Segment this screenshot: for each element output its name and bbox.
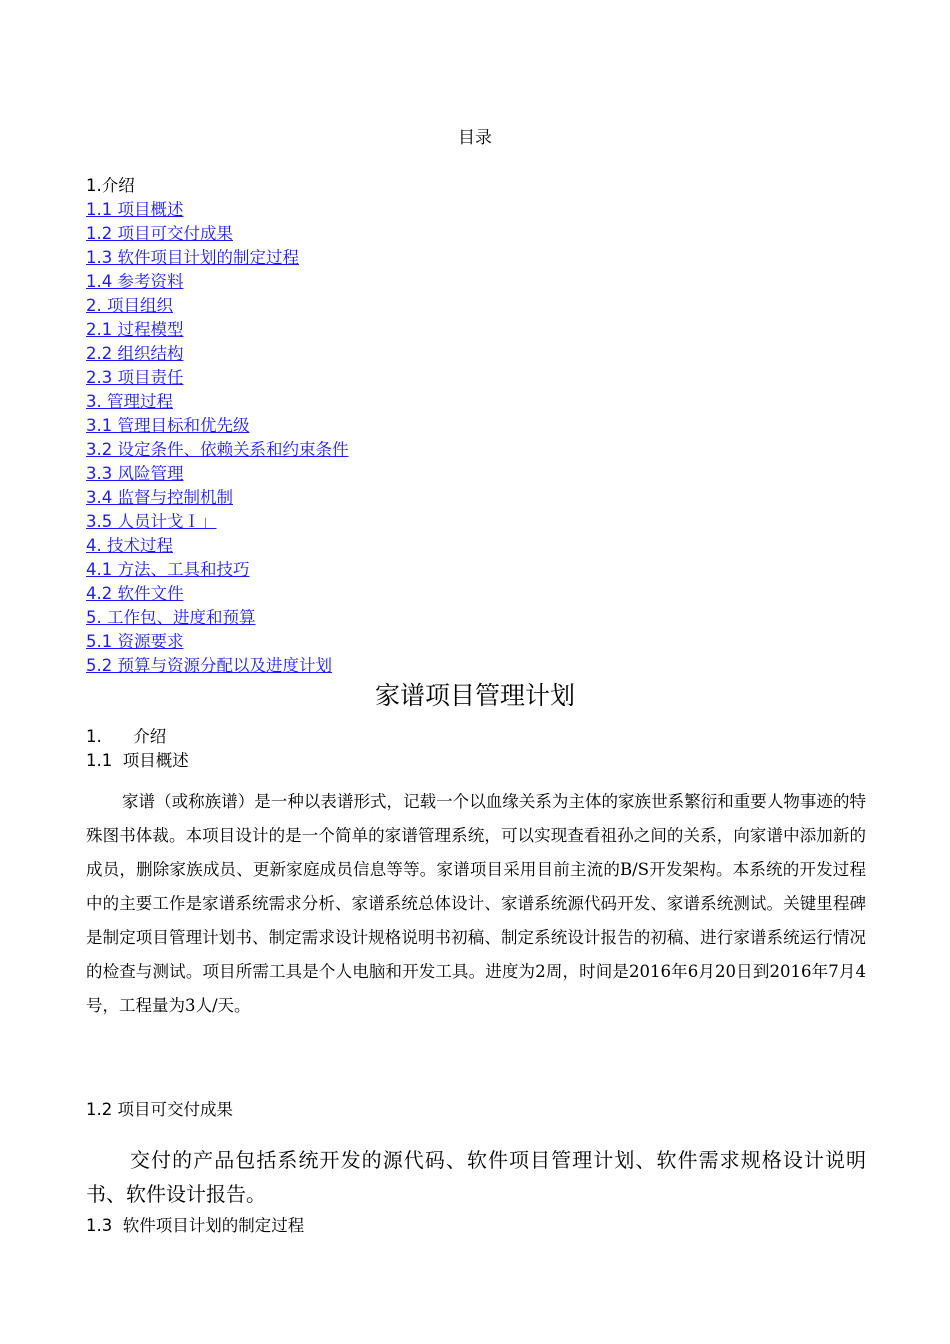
toc-entry[interactable] — [86, 606, 349, 630]
toc-link[interactable]: 4. 技术过程 — [86, 536, 173, 555]
toc-title: 目录 — [458, 128, 492, 148]
toc-link[interactable]: 4.2 软件文件 — [86, 584, 184, 603]
toc-link[interactable]: 1.2 项目可交付成果 — [86, 224, 233, 243]
toc-link[interactable]: 3.3 风险管理 — [86, 464, 184, 483]
toc-link[interactable]: 3.1 管理目标和优先级 — [86, 416, 250, 435]
toc-entry[interactable] — [86, 390, 349, 414]
toc-link[interactable]: 3.4 监督与控制机制 — [86, 488, 233, 507]
toc-link[interactable]: 1.4 参考资料 — [86, 272, 184, 291]
document-title: 家谱项目管理计划 — [374, 681, 575, 710]
toc-link[interactable]: 5.1 资源要求 — [86, 632, 184, 651]
toc-entry[interactable] — [86, 414, 349, 438]
section-1-1-paragraph: 家谱（或称族谱）是一种以表谱形式，记载一个以血缘关系为主体的家族世系繁衍和重要人物事迹的特殊图书体裁。本项目设计的是一个简单的家谱管理系统，可以实现查看祖孙之间的关系，向家谱中添加新的成员，删除家族成员、更新家庭成员信息等等。家谱项目采用目前主流的B/S开发架构。本系统的开发过程中的主要工作是家谱系统需求分析、家谱系统总体设计、家谱系统源代码开发、家谱系统测试。关键里程碑是制定项目管理计划书、制定需求设计规格说明书初稿、制定系统设计报告的初稿、进行家谱系统运行情况的检查与测试。项目所需工具是个人电脑和开发工具。进度为2周，时间是2016年6月20日到2016年7月4号，工程量为3人/天。 — [86, 792, 866, 1015]
toc-entry[interactable] — [86, 318, 349, 342]
toc-entry[interactable] — [86, 462, 349, 486]
toc-entry[interactable] — [86, 534, 349, 558]
toc-entry[interactable] — [86, 342, 349, 366]
toc-link[interactable]: 2.3 项目责任 — [86, 368, 184, 387]
toc-link[interactable]: 5. 工作包、进度和预算 — [86, 608, 256, 627]
toc-link[interactable]: 3.2 设定条件、依赖关系和约束条件 — [86, 440, 349, 459]
toc-link[interactable]: 3. 管理过程 — [86, 392, 173, 411]
section-1-2-heading: 1.2 项目可交付成果 — [86, 1100, 233, 1119]
section-1-heading: 1. 介绍 — [86, 727, 167, 746]
toc-entry[interactable] — [86, 270, 349, 294]
toc-link[interactable]: 3.5 人员计戈Ｉ」 — [86, 512, 217, 531]
section-1-1-heading: 1.1 项目概述 — [86, 751, 189, 770]
toc-entry[interactable] — [86, 558, 349, 582]
toc-entry[interactable] — [86, 582, 349, 606]
toc-entry[interactable] — [86, 630, 349, 654]
toc-entry[interactable] — [86, 198, 349, 222]
toc-entry[interactable] — [86, 654, 349, 678]
toc-link[interactable]: 5.2 预算与资源分配以及进度计划 — [86, 656, 332, 675]
table-of-contents — [86, 174, 349, 678]
toc-link[interactable]: 2.2 组织结构 — [86, 344, 184, 363]
toc-link[interactable]: 1.3 软件项目计划的制定过程 — [86, 248, 299, 267]
toc-entry[interactable] — [86, 366, 349, 390]
toc-link[interactable]: 4.1 方法、工具和技巧 — [86, 560, 250, 579]
toc-entry[interactable] — [86, 294, 349, 318]
toc-entry[interactable] — [86, 438, 349, 462]
toc-link[interactable]: 2.1 过程模型 — [86, 320, 184, 339]
section-1-3-heading: 1.3 软件项目计划的制定过程 — [86, 1216, 305, 1235]
toc-link[interactable]: 1.1 项目概述 — [86, 200, 184, 219]
toc-entry[interactable] — [86, 486, 349, 510]
toc-entry[interactable] — [86, 246, 349, 270]
toc-entry[interactable] — [86, 222, 349, 246]
toc-link[interactable]: 2. 项目组织 — [86, 296, 173, 315]
section-1-2-paragraph: 交付的产品包括系统开发的源代码、软件项目管理计划、软件需求规格设计说明书、软件设计报告。 — [86, 1148, 866, 1206]
toc-entry: 1.介绍 — [86, 176, 135, 195]
toc-entry[interactable] — [86, 510, 349, 534]
